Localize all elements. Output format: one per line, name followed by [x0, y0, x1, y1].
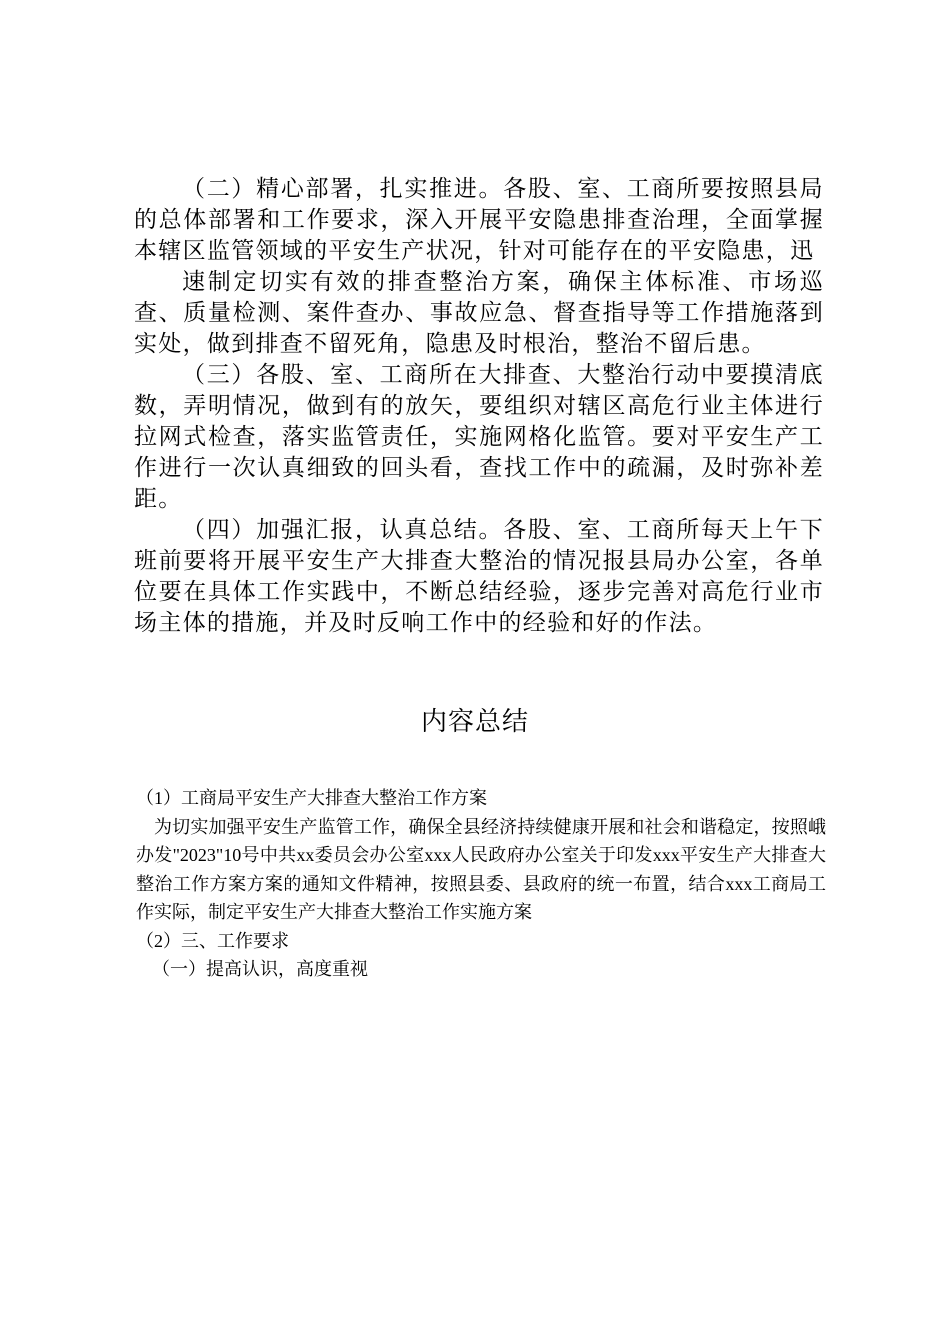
- document-body: [134, 174, 824, 639]
- paragraph-section-two-continued: 速制定切实有效的排查整治方案，确保主体标准、市场巡查、质量检测、案件查办、事故应急、督查指导等工作措施落到实处，做到排查不留死角，隐患及时根治，整治不留后患。: [134, 269, 824, 357]
- paragraph-section-four: （四）加强汇报，认真总结。各股、室、工商所每天上午下班前要将开展平安生产大排查大整治的情况报县局办公室，各单位要在具体工作实践中，不断总结经验，逐步完善对高危行业市场主体的措施，并及时反响工作中的经验和好的作法。: [134, 517, 824, 636]
- summary-item-1-heading: （1）工商局平安生产大排查大整治工作方案: [136, 788, 487, 808]
- summary-title: 内容总结: [420, 707, 529, 737]
- summary-item-2-subheading: （一）提高认识，高度重视: [152, 959, 368, 979]
- summary-item-1-text: 为切实加强平安生产监管工作，确保全县经济持续健康开展和社会和谐稳定，按照峨办发"2023"10号中共xx委员会办公室xxx人民政府办公室关于印发xxx平安生产大排查大整治工作方案方案的通知文件精神，按照县委、县政府的统一布置，结合xxx工商局工作实际，制定平安生产大排查大整治工作实施方案: [136, 816, 826, 922]
- summary-item-2-heading: （2）三、工作要求: [136, 930, 289, 951]
- paragraph-section-two: （二）精心部署，扎实推进。各股、室、工商所要按照县局的总体部署和工作要求，深入开展平安隐患排查治理，全面掌握本辖区监管领域的平安生产状况，针对可能存在的平安隐患，迅: [134, 176, 824, 264]
- summary-section: [136, 784, 826, 984]
- paragraph-section-three: （三）各股、室、工商所在大排查、大整治行动中要摸清底数，弄明情况，做到有的放矢，要组织对辖区高危行业主体进行拉网式检查，落实监管责任，实施网格化监管。要对平安生产工作进行一次认真细致的回头看，查找工作中的疏漏，及时弥补差距。: [134, 362, 824, 512]
